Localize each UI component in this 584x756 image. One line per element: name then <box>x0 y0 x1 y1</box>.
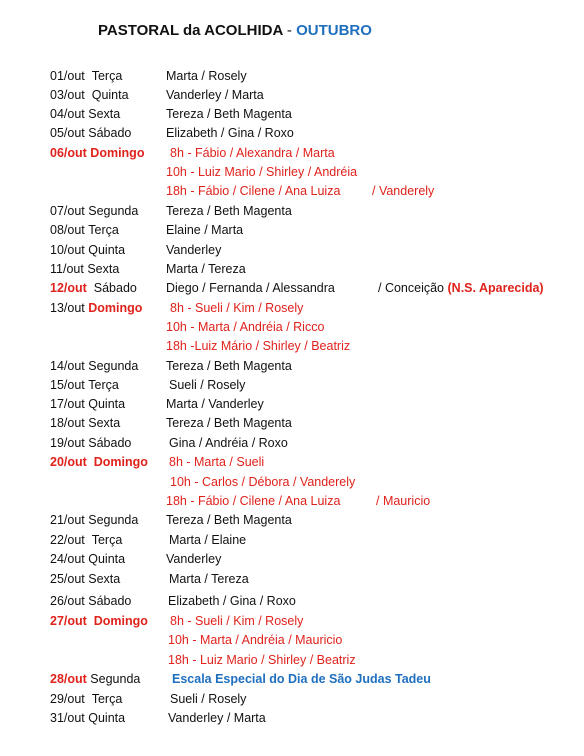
volunteers: Tereza / Beth Magenta <box>166 513 292 527</box>
volunteers: 10h - Marta / Andréia / Ricco <box>166 320 325 334</box>
title-separator: - <box>286 22 292 39</box>
date: 22/out Terça <box>50 533 123 547</box>
date: 08/out Terça <box>50 223 119 237</box>
volunteers: 8h - Sueli / Kim / Rosely <box>170 301 304 315</box>
volunteers: 18h -Luiz Mário / Shirley / Beatriz <box>166 339 351 353</box>
volunteers: 10h - Marta / Andréia / Mauricio <box>168 633 343 647</box>
date: 11/out Sexta <box>50 262 120 276</box>
volunteers: Marta / Rosely <box>166 69 247 83</box>
date: 17/out Quinta <box>50 397 126 411</box>
volunteers: Marta / Tereza <box>169 572 249 586</box>
date: 29/out Terça <box>50 692 123 706</box>
volunteers: 8h - Sueli / Kim / Rosely <box>170 614 304 628</box>
volunteers: Vanderley / Marta <box>168 711 266 725</box>
volunteers: Gina / Andréia / Roxo <box>169 436 288 450</box>
volunteers: Marta / Elaine <box>169 533 247 547</box>
volunteers: Elizabeth / Gina / Roxo <box>168 594 296 608</box>
date: 04/out Sexta <box>50 107 121 121</box>
volunteers-extra: / Conceição (N.S. Aparecida) <box>378 281 544 295</box>
date: 07/out Segunda <box>50 204 139 218</box>
volunteers: Tereza / Beth Magenta <box>166 107 292 121</box>
volunteers: Sueli / Rosely <box>170 692 247 706</box>
date: 28/out Segunda <box>50 672 141 686</box>
special-schedule-note: Escala Especial do Dia de São Judas Tadeu <box>172 672 431 686</box>
date: 18/out Sexta <box>50 416 121 430</box>
volunteers: Vanderley / Marta <box>166 88 264 102</box>
date: 06/out Domingo <box>50 146 145 160</box>
volunteers: Marta / Tereza <box>166 262 246 276</box>
volunteers-extra: / Mauricio <box>376 494 431 508</box>
volunteers: 8h - Marta / Sueli <box>169 455 265 469</box>
volunteers: Vanderley <box>166 552 222 566</box>
date: 25/out Sexta <box>50 572 121 586</box>
volunteers: Elizabeth / Gina / Roxo <box>166 126 294 140</box>
volunteers: 10h - Carlos / Débora / Vanderely <box>170 475 356 489</box>
date: 13/out Domingo <box>50 301 143 315</box>
volunteers: Marta / Vanderley <box>166 397 264 411</box>
volunteers: Tereza / Beth Magenta <box>166 204 292 218</box>
date: 01/out Terça <box>50 69 123 83</box>
date: 31/out Quinta <box>50 711 126 725</box>
volunteers: 18h - Fábio / Cilene / Ana Luiza <box>166 494 341 508</box>
volunteers: 18h - Luiz Mario / Shirley / Beatriz <box>168 653 356 667</box>
date: 12/out Sábado <box>50 281 137 295</box>
date: 03/out Quinta <box>50 88 129 102</box>
volunteers: Tereza / Beth Magenta <box>166 416 292 430</box>
feast-label: (N.S. Aparecida) <box>447 281 544 295</box>
date: 14/out Segunda <box>50 359 139 373</box>
date: 10/out Quinta <box>50 243 126 257</box>
date: 21/out Segunda <box>50 513 139 527</box>
date: 26/out Sábado <box>50 594 132 608</box>
date: 20/out Domingo <box>50 455 148 469</box>
title-month: OUTUBRO <box>296 22 372 39</box>
volunteers: Elaine / Marta <box>166 223 244 237</box>
volunteers: 10h - Luiz Mario / Shirley / Andréia <box>166 165 358 179</box>
date: 05/out Sábado <box>50 126 132 140</box>
title-main: PASTORAL da ACOLHIDA <box>98 22 283 39</box>
volunteers: Tereza / Beth Magenta <box>166 359 292 373</box>
date: 15/out Terça <box>50 378 119 392</box>
volunteers: 8h - Fábio / Alexandra / Marta <box>170 146 335 160</box>
volunteers: Vanderley <box>166 243 222 257</box>
volunteers: 18h - Fábio / Cilene / Ana Luiza <box>166 184 341 198</box>
date: 19/out Sábado <box>50 436 132 450</box>
volunteers: Sueli / Rosely <box>169 378 246 392</box>
date: 27/out Domingo <box>50 614 148 628</box>
volunteers-extra: / Vanderely <box>372 184 435 198</box>
date: 24/out Quinta <box>50 552 126 566</box>
volunteers: Diego / Fernanda / Alessandra <box>166 281 335 295</box>
